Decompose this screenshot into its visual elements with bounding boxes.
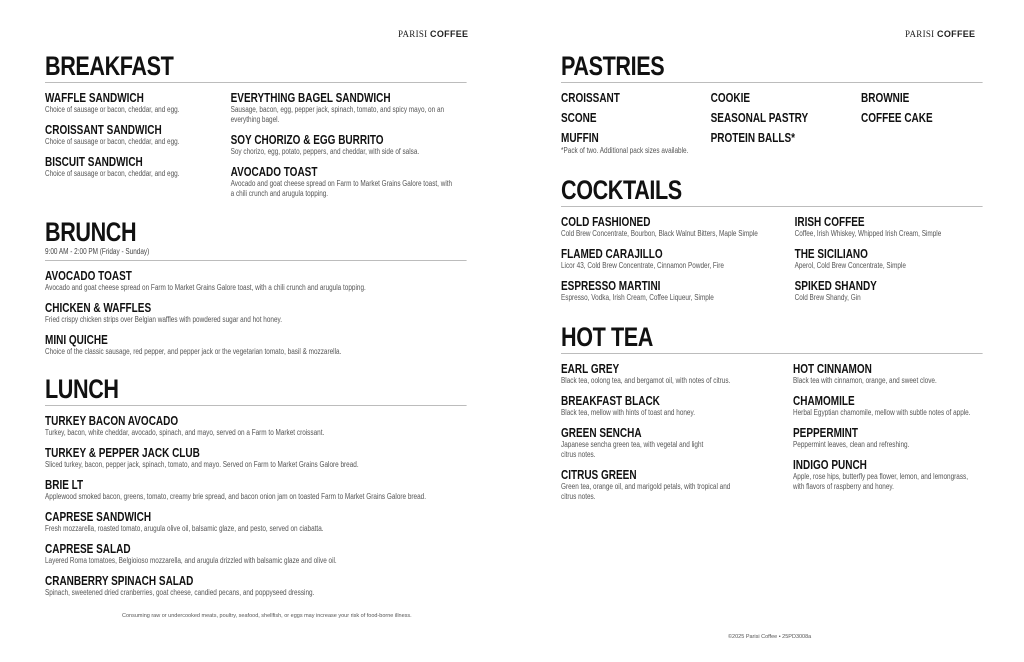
- item-column: [795, 216, 983, 312]
- menu-item-description: Choice of sausage or bacon, cheddar, and egg.: [45, 169, 180, 178]
- menu-item-description: Black tea, mellow with hints of toast and honey.: [561, 408, 695, 417]
- menu-item-description: Soy chorizo, egg, potato, peppers, and cheddar, with side of salsa.: [230, 147, 420, 156]
- item-column: [45, 92, 231, 208]
- section-breakfast: [45, 53, 467, 208]
- menu-item-name: AVOCADO TOAST: [45, 269, 132, 283]
- menu-item: [45, 334, 467, 357]
- section-hot-tea: [561, 324, 983, 511]
- menu-item-description: Turkey, bacon, white cheddar, avocado, spinach, and mayo, served on a Farm to Market croissant.: [45, 428, 325, 437]
- section-cocktails: [561, 177, 983, 312]
- menu-item-description: Choice of sausage or bacon, cheddar, and egg.: [45, 105, 180, 114]
- menu-item-description: Fresh mozzarella, roasted tomato, arugula olive oil, balsamic glaze, and pesto, served on ciabatta.: [45, 524, 324, 533]
- menu-item: [793, 395, 983, 418]
- menu-item: [561, 363, 793, 386]
- menu-item: [795, 216, 983, 239]
- menu-item-description: Layered Roma tomatoes, Belgioioso mozzarella, and arugula drizzled with balsamic glaze and olive oil.: [45, 556, 337, 565]
- menu-item-name: AVOCADO TOAST: [230, 165, 318, 179]
- pastry-item: SCONE: [561, 111, 597, 125]
- menu-item-description: Green tea, orange oil, and marigold petals, with tropical and citrus notes.: [561, 482, 731, 501]
- menu-item: [795, 248, 983, 271]
- menu-item: [45, 124, 231, 147]
- menu-item-name: SOY CHORIZO & EGG BURRITO: [230, 133, 384, 147]
- menu-item-name: MINI QUICHE: [45, 333, 108, 347]
- menu-item: [45, 511, 467, 534]
- menu-item-name: SPIKED SHANDY: [794, 279, 877, 293]
- menu-item: [45, 270, 467, 293]
- menu-item-description: Sliced turkey, bacon, pepper jack, spinach, tomato, and mayo. Served on Farm to Market Grains Galore bread.: [45, 460, 359, 469]
- logo-text-bold: COFFEE: [937, 29, 976, 39]
- menu-item: [45, 543, 467, 566]
- pastry-item: SEASONAL PASTRY: [710, 111, 809, 125]
- menu-item-description: Aperol, Cold Brew Concentrate, Simple: [794, 261, 906, 270]
- menu-item-name: TURKEY & PEPPER JACK CLUB: [45, 446, 200, 460]
- menu-item-name: PEPPERMINT: [793, 426, 859, 440]
- menu-item: [793, 363, 983, 386]
- pastry-item: COFFEE CAKE: [861, 111, 933, 125]
- brand-logo-left: [398, 29, 468, 39]
- pastry-item: PROTEIN BALLS*: [710, 131, 796, 145]
- menu-item: [793, 459, 983, 492]
- food-safety-disclaimer: Consuming raw or undercooked meats, poultry, seafood, shellfish, or eggs may increase your risk of food-borne illness.: [122, 613, 412, 619]
- item-column: [793, 363, 983, 511]
- section-title: HOT TEA: [561, 322, 653, 352]
- menu-item-description: Choice of the classic sausage, red pepper, and pepper jack or the vegetarian tomato, basil & mozzarella.: [45, 347, 342, 356]
- menu-item: [231, 92, 467, 125]
- menu-item-description: Black tea with cinnamon, orange, and sweet clove.: [793, 376, 937, 385]
- pastry-item: MUFFIN: [561, 131, 599, 145]
- menu-item-name: CITRUS GREEN: [561, 468, 637, 482]
- menu-item: [561, 469, 793, 502]
- section-pastries: [561, 53, 983, 156]
- menu-item: [795, 280, 983, 303]
- menu-item: [561, 280, 795, 303]
- menu-item-name: CAPRESE SALAD: [45, 542, 131, 556]
- item-column: [561, 216, 795, 312]
- menu-item-description: Choice of sausage or bacon, cheddar, and egg.: [45, 137, 180, 146]
- menu-item: [561, 427, 793, 460]
- menu-item-description: Applewood smoked bacon, greens, tomato, creamy brie spread, and bacon onion jam on toasted Farm to Market Grains Galore bread.: [45, 492, 427, 501]
- section-title: LUNCH: [45, 374, 119, 404]
- menu-item-description: Peppermint leaves, clean and refreshing.: [793, 440, 910, 449]
- menu-item-description: Fried crispy chicken strips over Belgian waffles with powdered sugar and hot honey.: [45, 315, 283, 324]
- menu-item-description: Espresso, Vodka, Irish Cream, Coffee Liqueur, Simple: [561, 293, 714, 302]
- menu-item-description: Avocado and goat cheese spread on Farm to Market Grains Galore toast, with a chili crunch and arugula topping.: [230, 179, 453, 198]
- pastry-item: BROWNIE: [861, 91, 910, 105]
- section-title: COCKTAILS: [561, 175, 682, 205]
- item-column: [45, 270, 467, 366]
- menu-item-name: BREAKFAST BLACK: [561, 394, 660, 408]
- menu-item: [561, 395, 793, 418]
- menu-item-name: IRISH COFFEE: [794, 215, 865, 229]
- menu-item-description: Sausage, bacon, egg, pepper jack, spinach, tomato, and spicy mayo, on an everything bagel.: [230, 105, 445, 124]
- menu-item-name: WAFFLE SANDWICH: [45, 91, 144, 105]
- item-column: [561, 363, 793, 511]
- menu-item: [45, 447, 467, 470]
- menu-item-description: Cold Brew Shandy, Gin: [794, 293, 861, 302]
- menu-item-name: CHAMOMILE: [793, 394, 855, 408]
- menu-item-name: TURKEY BACON AVOCADO: [45, 414, 179, 428]
- menu-item-name: GREEN SENCHA: [561, 426, 642, 440]
- menu-item-description: Avocado and goat cheese spread on Farm to Market Grains Galore toast, with a chili crunch and arugula topping.: [45, 283, 366, 292]
- menu-item-name: ESPRESSO MARTINI: [561, 279, 661, 293]
- menu-item: [45, 92, 231, 115]
- menu-item-name: INDIGO PUNCH: [793, 458, 867, 472]
- pastry-note: *Pack of two. Additional pack sizes available.: [561, 146, 689, 155]
- item-column: [45, 415, 467, 607]
- item-column: [231, 92, 467, 208]
- menu-item-name: FLAMED CARAJILLO: [561, 247, 663, 261]
- menu-item-name: BISCUIT SANDWICH: [45, 155, 143, 169]
- menu-item: [231, 134, 467, 157]
- logo-text: PARISI: [905, 29, 935, 39]
- section-title: BRUNCH: [45, 217, 137, 247]
- pastry-item: CROISSANT: [561, 91, 620, 105]
- section-title: BREAKFAST: [45, 51, 174, 81]
- copyright-footer: ©2025 Parisi Coffee • 25PD3008a: [728, 634, 812, 640]
- section-lunch: [45, 376, 467, 607]
- brunch-hours: 9:00 AM - 2:00 PM (Friday - Sunday): [45, 247, 150, 256]
- menu-item-name: COLD FASHIONED: [561, 215, 651, 229]
- menu-item-name: CROISSANT SANDWICH: [45, 123, 162, 137]
- menu-item-description: Apple, rose hips, butterfly pea flower, lemon, and lemongrass, with flavors of raspberry and honey.: [793, 472, 969, 491]
- menu-item: [45, 479, 467, 502]
- menu-item-description: Spinach, sweetened dried cranberries, goat cheese, candied pecans, and poppyseed dressing.: [45, 588, 315, 597]
- menu-item: [793, 427, 983, 450]
- menu-item-name: HOT CINNAMON: [793, 362, 872, 376]
- menu-item-name: CAPRESE SANDWICH: [45, 510, 152, 524]
- section-brunch: [45, 219, 467, 366]
- menu-item-description: Japanese sencha green tea, with vegetal and light citrus notes.: [561, 440, 704, 459]
- menu-item-name: THE SICILIANO: [794, 247, 868, 261]
- logo-text: PARISI: [398, 29, 428, 39]
- menu-item: [45, 575, 467, 598]
- menu-item-name: EVERYTHING BAGEL SANDWICH: [230, 91, 391, 105]
- menu-item-description: Coffee, Irish Whiskey, Whipped Irish Cream, Simple: [794, 229, 942, 238]
- pastry-grid: [561, 83, 983, 152]
- menu-item: [231, 166, 467, 199]
- menu-item-description: Herbal Egyptian chamomile, mellow with subtle notes of apple.: [793, 408, 971, 417]
- brand-logo-right: [905, 29, 975, 39]
- pastry-item: COOKIE: [710, 91, 751, 105]
- menu-item-description: Cold Brew Concentrate, Bourbon, Black Walnut Bitters, Maple Simple: [561, 229, 758, 238]
- menu-item-name: EARL GREY: [561, 362, 620, 376]
- menu-item: [561, 248, 795, 271]
- menu-item: [45, 302, 467, 325]
- section-title: PASTRIES: [561, 51, 665, 81]
- menu-item-name: CRANBERRY SPINACH SALAD: [45, 574, 194, 588]
- menu-item: [45, 156, 231, 179]
- menu-item: [561, 216, 795, 239]
- menu-item-description: Licor 43, Cold Brew Concentrate, Cinnamon Powder, Fire: [561, 261, 724, 270]
- menu-item-name: BRIE LT: [45, 478, 84, 492]
- logo-text-bold: COFFEE: [430, 29, 469, 39]
- menu-item-description: Black tea, oolong tea, and bergamot oil, with notes of citrus.: [561, 376, 731, 385]
- menu-item-name: CHICKEN & WAFFLES: [45, 301, 152, 315]
- menu-item: [45, 415, 467, 438]
